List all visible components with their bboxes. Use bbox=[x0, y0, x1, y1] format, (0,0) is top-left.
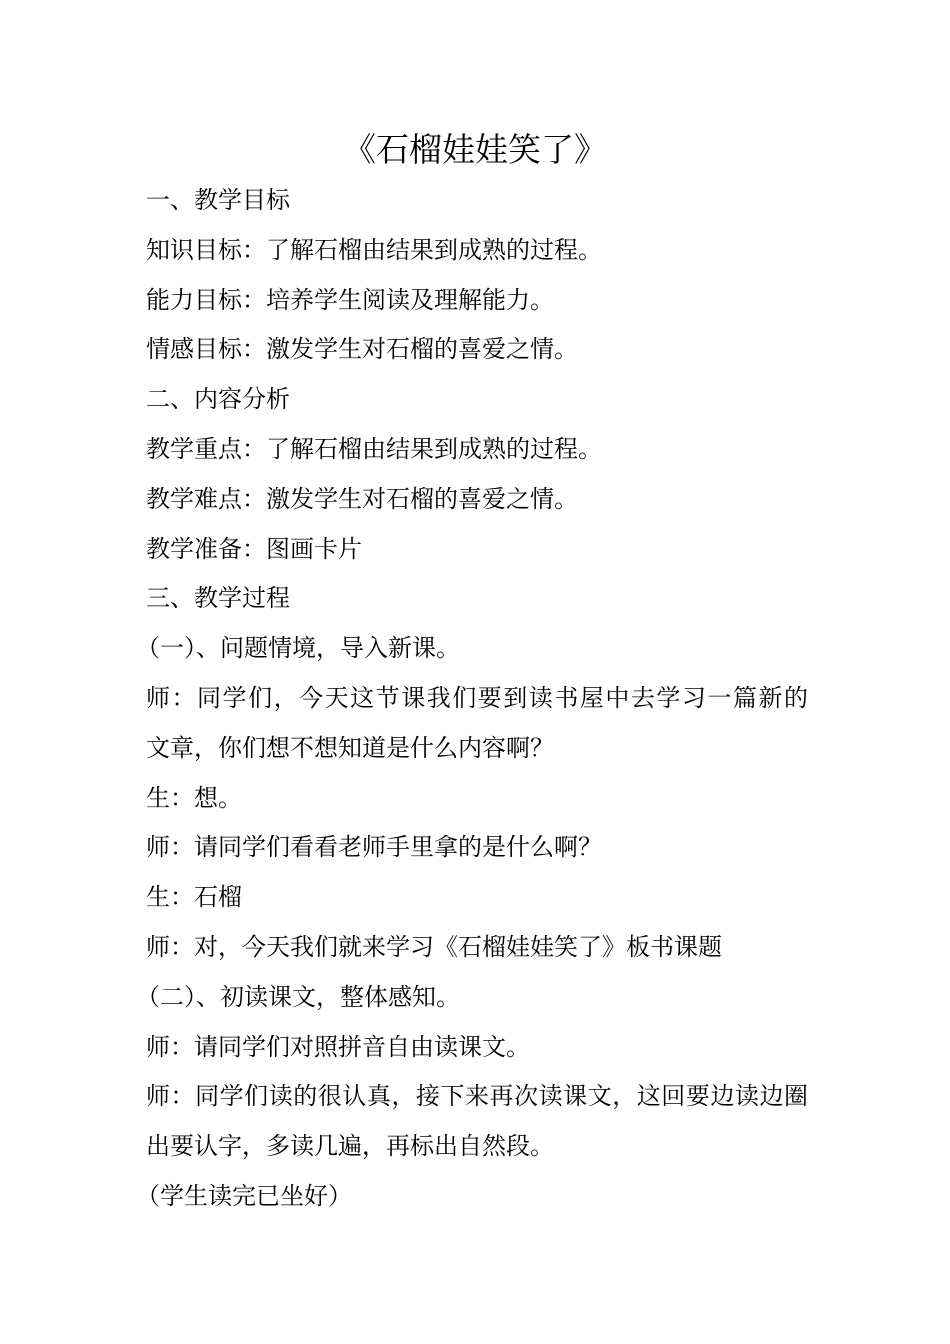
paragraph-line: 情感目标：激发学生对石榴的喜爱之情。 bbox=[146, 335, 578, 364]
paragraph-line: 师：请同学们对照拼音自由读课文。 bbox=[146, 1032, 530, 1061]
paragraph-line: 师：请同学们看看老师手里拿的是什么啊？ bbox=[146, 833, 602, 862]
paragraph-line: 出要认字，多读几遍，再标出自然段。 bbox=[146, 1132, 554, 1161]
subsection-heading: （一）、问题情境，导入新课。 bbox=[136, 634, 460, 663]
document-title: 《石榴娃娃笑了》 bbox=[343, 130, 607, 169]
paragraph-line: 教学难点：激发学生对石榴的喜爱之情。 bbox=[146, 484, 578, 513]
paragraph-line: 教学准备：图画卡片 bbox=[146, 534, 362, 563]
paragraph-line: 师：同学们，今天这节课我们要到读书屋中去学习一篇新的 bbox=[146, 683, 808, 712]
paragraph-line: （学生读完已坐好） bbox=[136, 1181, 352, 1210]
section-heading-objectives: 一、教学目标 bbox=[146, 186, 290, 214]
section-heading-analysis: 二、内容分析 bbox=[146, 385, 290, 414]
paragraph-line: 知识目标：了解石榴由结果到成熟的过程。 bbox=[146, 235, 602, 264]
subsection-heading: （二）、初读课文，整体感知。 bbox=[136, 982, 460, 1011]
paragraph-line: 生：石榴 bbox=[146, 883, 242, 912]
paragraph-line: 师：对，今天我们就来学习《石榴娃娃笑了》板书课题 bbox=[146, 932, 722, 961]
paragraph-line: 师：同学们读的很认真，接下来再次读课文，这回要边读边圈 bbox=[146, 1082, 808, 1111]
paragraph-line: 文章，你们想不想知道是什么内容啊？ bbox=[146, 733, 554, 762]
paragraph-line: 生：想。 bbox=[146, 783, 242, 812]
paragraph-line: 教学重点：了解石榴由结果到成熟的过程。 bbox=[146, 434, 602, 463]
document-body bbox=[136, 176, 808, 1222]
section-heading-process: 三、教学过程 bbox=[146, 584, 290, 613]
paragraph-line: 能力目标：培养学生阅读及理解能力。 bbox=[146, 285, 554, 314]
